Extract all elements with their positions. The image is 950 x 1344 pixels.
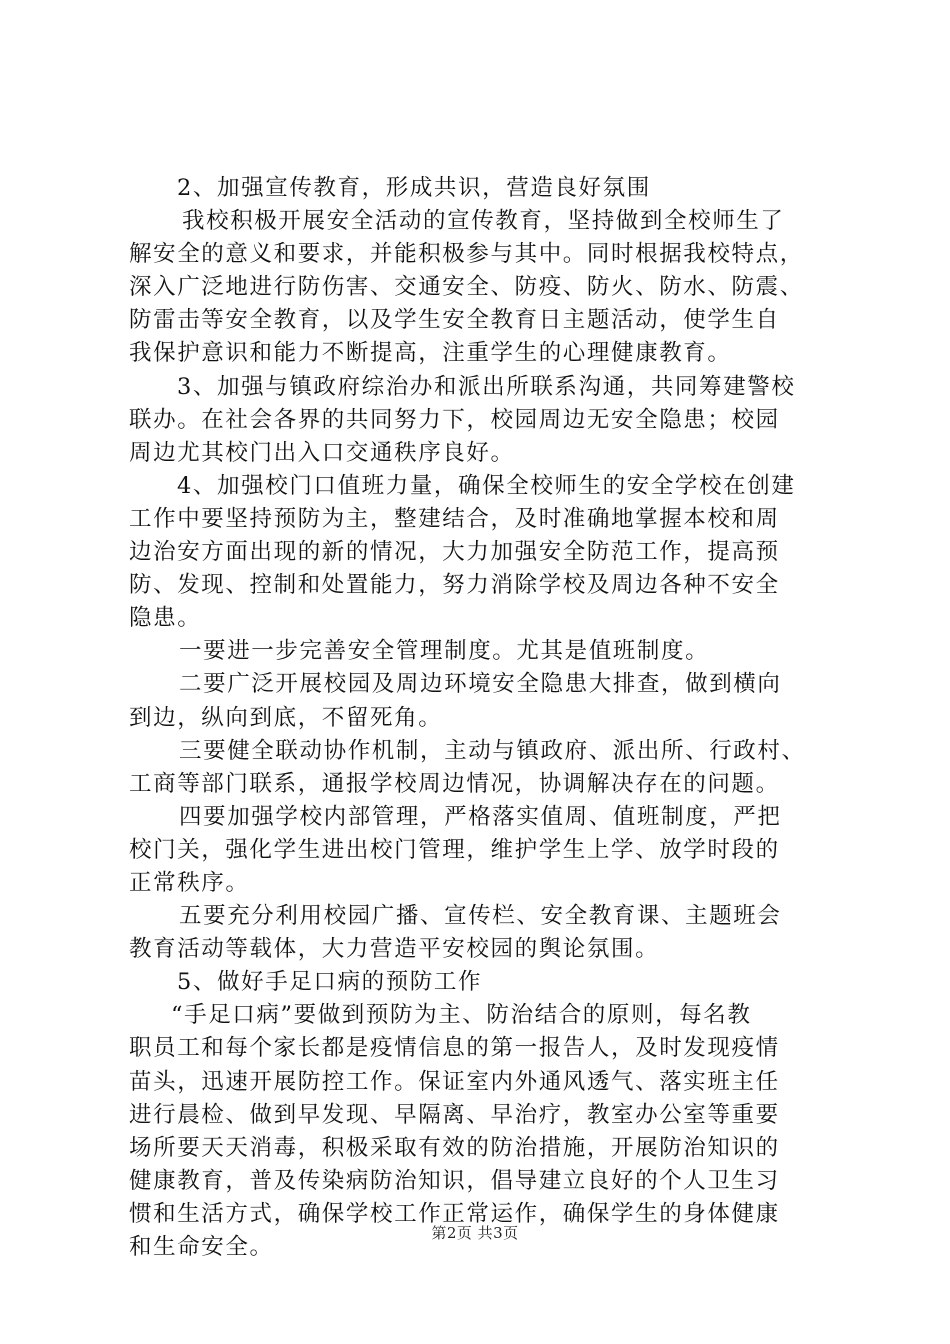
text-line: 进行晨检、做到早发现、早隔离、早治疗，教室办公室等重要 [129, 1101, 780, 1128]
text-line: 我校积极开展安全活动的宣传教育，坚持做到全校师生了 [182, 208, 785, 235]
text-line: 联办。在社会各界的共同努力下，校园周边无安全隐患；校园 [129, 406, 780, 433]
text-line: 解安全的意义和要求，并能积极参与其中。同时根据我校特点， [129, 241, 804, 268]
text-line: “手足口病”要做到预防为主、防治结合的原则，每名教 [171, 1002, 752, 1029]
text-line: 边治安方面出现的新的情况，大力加强安全防范工作，提高预 [129, 539, 780, 566]
text-line: 教育活动等载体，大力营造平安校园的舆论氛围。 [129, 936, 660, 963]
text-line: 职员工和每个家长都是疫情信息的第一报告人，及时发现疫情 [129, 1035, 780, 1062]
text-line: 五要充分利用校园广播、宣传栏、安全教育课、主题班会 [179, 903, 782, 930]
text-line: 到边，纵向到底，不留死角。 [129, 704, 443, 731]
text-line: 正常秩序。 [129, 869, 250, 896]
text-line: 场所要天天消毒，积极采取有效的防治措施，开展防治知识的 [129, 1134, 780, 1161]
text-line: 周边尤其校门出入口交通秩序良好。 [129, 439, 515, 466]
text-line: 健康教育，普及传染病防治知识，倡导建立良好的个人卫生习 [129, 1167, 780, 1194]
text-line: 校门关，强化学生进出校门管理，维护学生上学、放学时段的 [129, 836, 780, 863]
text-line: 苗头，迅速开展防控工作。保证室内外通风透气、落实班主任 [129, 1068, 780, 1095]
text-line: 防、发现、控制和处置能力，努力消除学校及周边各种不安全 [129, 572, 780, 599]
text-line: 和生命安全。 [129, 1234, 274, 1260]
text-line: 一要进一步完善安全管理制度。尤其是值班制度。 [179, 638, 710, 665]
text-line: 我保护意识和能力不断提高，注重学生的心理健康教育。 [129, 340, 732, 367]
page-footer: 第2页 共3页 [431, 1224, 519, 1242]
text-line: 隐患。 [129, 605, 202, 632]
text-line: 4、加强校门口值班力量，确保全校师生的安全学校在创建 [177, 472, 796, 499]
text-line: 四要加强学校内部管理，严格落实值周、值班制度，严把 [179, 803, 782, 830]
text-line: 2、加强宣传教育，形成共识，营造良好氛围 [177, 175, 651, 201]
text-line: 三要健全联动协作机制，主动与镇政府、派出所、行政村、 [179, 737, 806, 764]
text-line: 工作中要坚持预防为主，整建结合，及时准确地掌握本校和周 [129, 505, 780, 532]
text-line: 惯和生活方式，确保学校工作正常运作，确保学生的身体健康 [129, 1200, 780, 1227]
text-line: 3、加强与镇政府综治办和派出所联系沟通，共同筹建警校 [177, 373, 796, 400]
body-text [129, 172, 829, 1264]
text-line: 工商等部门联系，通报学校周边情况，协调解决存在的问题。 [129, 770, 780, 797]
text-line: 深入广泛地进行防伤害、交通安全、防疫、防火、防水、防震、 [129, 274, 804, 301]
text-line: 5、做好手足口病的预防工作 [177, 969, 483, 996]
text-line: 二要广泛开展校园及周边环境安全隐患大排查，做到横向 [179, 671, 782, 698]
text-line: 防雷击等安全教育，以及学生安全教育日主题活动，使学生自 [129, 307, 780, 334]
